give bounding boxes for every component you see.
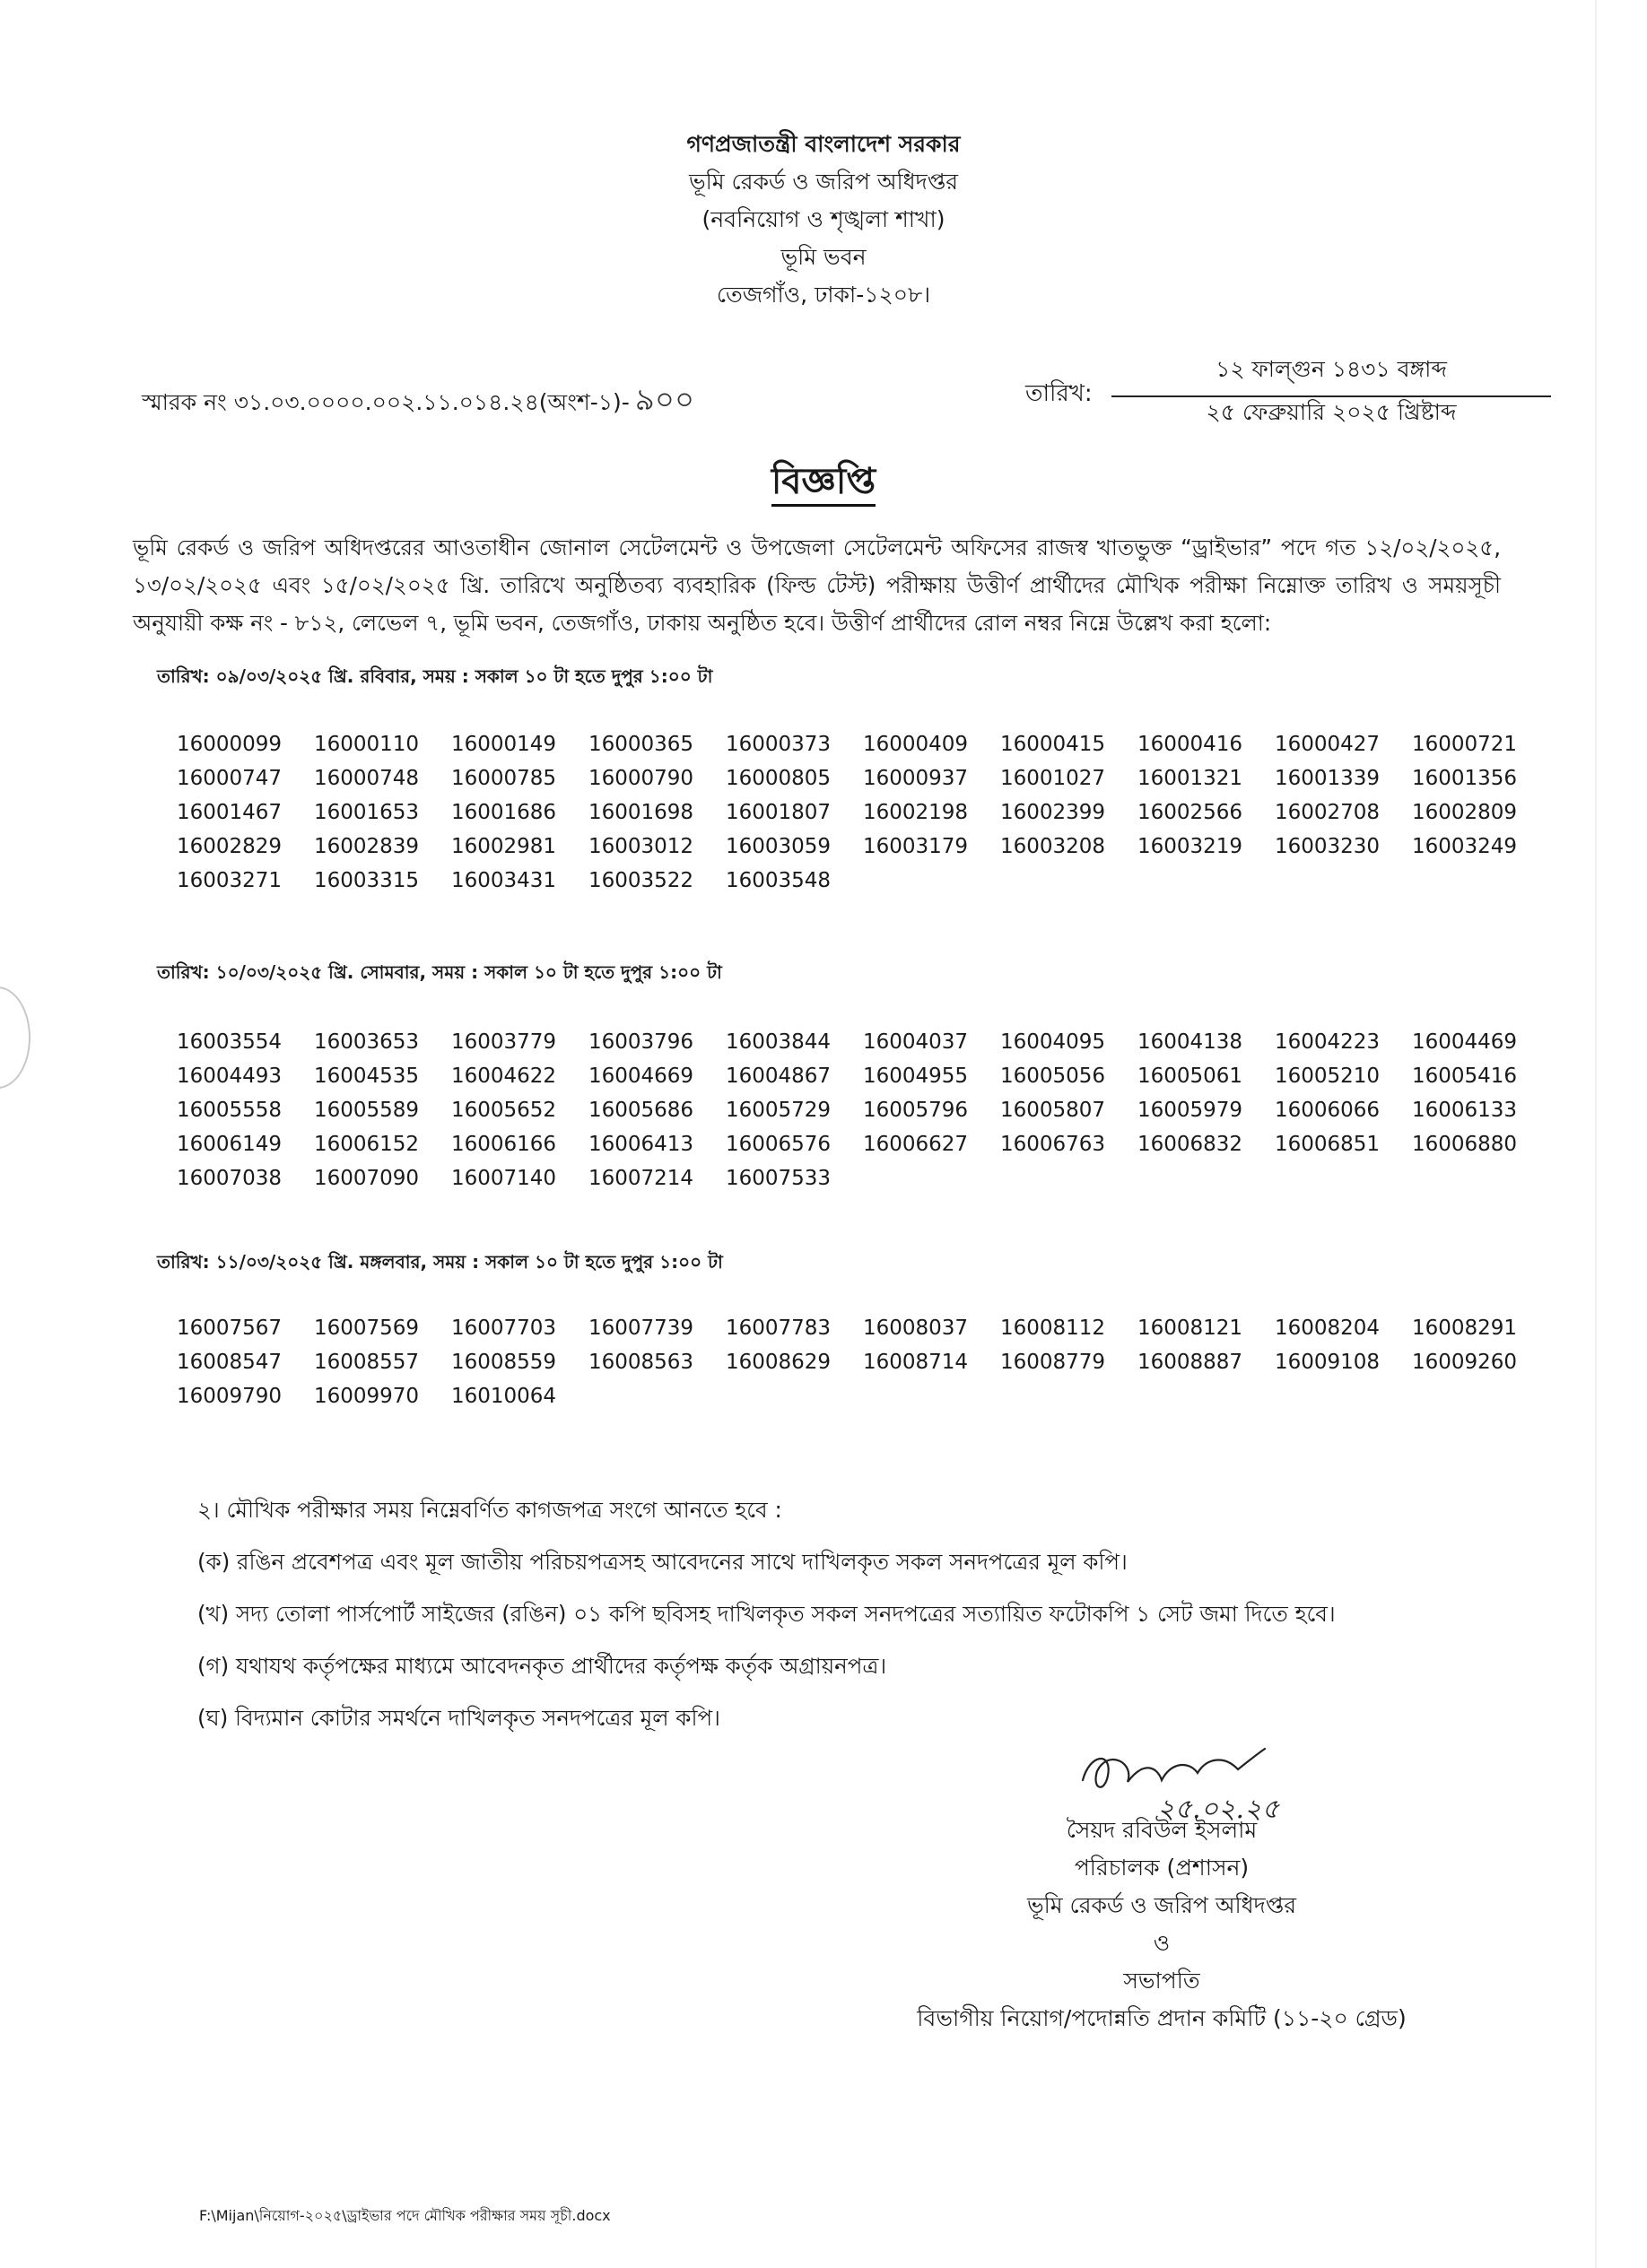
roll-number: 16000149 — [451, 733, 557, 756]
roll-number: 16009970 — [314, 1385, 420, 1408]
roll-number: 16003653 — [314, 1030, 420, 1054]
roll-number: 16004469 — [1412, 1030, 1518, 1054]
memo-text: স্মারক নং ৩১.০৩.০০০০.০০২.১১.০১৪.২৪(অংশ-১)- — [142, 389, 630, 415]
requirement-item: (ঘ) বিদ্যমান কোটার সমর্থনে দাখিলকৃত সনদপত্রের মূল কপি। — [197, 1705, 720, 1731]
roll-number: 16000748 — [314, 767, 420, 790]
requirement-item: (ক) রঙিন প্রবেশপত্র এবং মূল জাতীয় পরিচয়পত্রসহ আবেদনের সাথে দাখিলকৃত সকল সনদপত্রের মূল কপি। — [197, 1549, 1128, 1575]
roll-number: 16007783 — [726, 1316, 832, 1340]
notice-title — [0, 453, 1647, 513]
roll-number: 16002708 — [1275, 801, 1381, 824]
roll-number: 16003431 — [451, 869, 557, 892]
schedule-2-heading: তারিখ: ১০/০৩/২০২৫ খ্রি. সোমবার, সময় : সকাল ১০ টা হতে দুপুর ১:০০ টা — [157, 961, 722, 983]
roll-number: 16007703 — [451, 1316, 557, 1340]
roll-number: 16002399 — [1000, 801, 1106, 824]
roll-number: 16005979 — [1137, 1099, 1243, 1122]
roll-number: 16002198 — [863, 801, 969, 824]
roll-number: 16003208 — [1000, 835, 1106, 858]
signatory-name: সৈয়দ রবিউল ইসলাম — [1066, 1817, 1258, 1843]
requirements-section — [197, 1484, 1588, 1744]
roll-number: 16004037 — [863, 1030, 969, 1054]
roll-number: 16008563 — [588, 1351, 694, 1374]
roll-number: 16008037 — [863, 1316, 969, 1340]
roll-number: 16004955 — [863, 1064, 969, 1088]
roll-number: 16000785 — [451, 767, 557, 790]
memo-number: ৯০০ — [634, 382, 695, 418]
signatory-designation: পরিচালক (প্রশাসন) — [1074, 1855, 1250, 1881]
roll-number: 16000427 — [1275, 733, 1381, 756]
roll-number: 16005061 — [1137, 1064, 1243, 1088]
roll-number: 16008779 — [1000, 1351, 1106, 1374]
roll-number: 16003219 — [1137, 835, 1243, 858]
signatory-role: সভাপতি — [1123, 1968, 1200, 1994]
roll-number: 16009108 — [1275, 1351, 1381, 1374]
roll-number: 16008204 — [1275, 1316, 1381, 1340]
roll-number: 16005807 — [1000, 1099, 1106, 1122]
roll-number: 16008547 — [177, 1351, 283, 1374]
branch-name: (নবনিয়োগ ও শৃঙ্খলা শাখা) — [702, 206, 946, 232]
roll-number: 16000937 — [863, 767, 969, 790]
roll-number: 16001027 — [1000, 767, 1106, 790]
notice-title-text: বিজ্ঞপ্তি — [771, 461, 876, 507]
roll-number: 16008887 — [1137, 1351, 1243, 1374]
roll-number: 16000415 — [1000, 733, 1106, 756]
roll-number: 16002566 — [1137, 801, 1243, 824]
roll-number: 16008112 — [1000, 1316, 1106, 1340]
roll-number: 16003179 — [863, 835, 969, 858]
roll-number: 16003230 — [1275, 835, 1381, 858]
roll-number: 16004867 — [726, 1064, 832, 1088]
roll-number: 16006763 — [1000, 1133, 1106, 1156]
roll-number: 16006149 — [177, 1133, 283, 1156]
roll-number: 16003059 — [726, 835, 832, 858]
roll-number: 16007214 — [588, 1167, 694, 1190]
signatory-office: ভূমি রেকর্ড ও জরিপ অধিদপ্তর — [1026, 1892, 1297, 1918]
requirement-item: (গ) যথাযথ কর্তৃপক্ষের মাধ্যমে আবেদনকৃত প্রার্থীদের কর্তৃপক্ষ কর্তৃক অগ্রায়নপত্র। — [197, 1653, 887, 1679]
roll-number: 16004669 — [588, 1064, 694, 1088]
roll-number: 16004493 — [177, 1064, 283, 1088]
roll-number: 16009260 — [1412, 1351, 1518, 1374]
roll-number: 16000790 — [588, 767, 694, 790]
roll-number: 16003522 — [588, 869, 694, 892]
roll-number: 16008629 — [726, 1351, 832, 1374]
roll-number: 16004535 — [314, 1064, 420, 1088]
roll-number: 16003844 — [726, 1030, 832, 1054]
roll-number: 16007038 — [177, 1167, 283, 1190]
roll-number: 16010064 — [451, 1385, 557, 1408]
schedule-3-heading: তারিখ: ১১/০৩/২০২৫ খ্রি. মঙ্গলবার, সময় : সকাল ১০ টা হতে দুপুর ১:০০ টা — [157, 1251, 723, 1273]
roll-number: 16001321 — [1137, 767, 1243, 790]
gregorian-date: ২৫ ফেব্রুয়ারি ২০২৫ খ্রিষ্টাব্দ — [1206, 399, 1457, 425]
signature-date: ২৫.০২.২৫ — [1157, 1794, 1280, 1825]
roll-number: 16004095 — [1000, 1030, 1106, 1054]
roll-number: 16001698 — [588, 801, 694, 824]
roll-number: 16003796 — [588, 1030, 694, 1054]
roll-number: 16008559 — [451, 1351, 557, 1374]
roll-number: 16006413 — [588, 1133, 694, 1156]
roll-number: 16005686 — [588, 1099, 694, 1122]
roll-number: 16004223 — [1275, 1030, 1381, 1054]
roll-number: 16003315 — [314, 869, 420, 892]
roll-number: 16009790 — [177, 1385, 283, 1408]
roll-number: 16003271 — [177, 869, 283, 892]
roll-number: 16006576 — [726, 1133, 832, 1156]
roll-number: 16006166 — [451, 1133, 557, 1156]
roll-number: 16000099 — [177, 733, 283, 756]
roll-number: 16006133 — [1412, 1099, 1518, 1122]
bangla-date: ১২ ফাল্গুন ১৪৩১ বঙ্গাব্দ — [1111, 352, 1551, 397]
date-label: তারিখ: — [1025, 380, 1093, 407]
roll-number: 16003779 — [451, 1030, 557, 1054]
roll-number: 16008557 — [314, 1351, 420, 1374]
footer-file-path: F:\Mijan\নিয়োগ-২০২৫\ড্রাইভার পদে মৌখিক পরীক্ষার সময় সূচী.docx — [199, 2207, 611, 2224]
roll-number: 16005796 — [863, 1099, 969, 1122]
roll-number: 16000747 — [177, 767, 283, 790]
roll-number: 16003548 — [726, 869, 832, 892]
roll-number: 16000805 — [726, 767, 832, 790]
roll-number: 16001807 — [726, 801, 832, 824]
roll-number: 16006880 — [1412, 1133, 1518, 1156]
government-name: গণপ্রজাতন্ত্রী বাংলাদেশ সরকার — [686, 131, 961, 157]
roll-number: 16006152 — [314, 1133, 420, 1156]
roll-number: 16005652 — [451, 1099, 557, 1122]
roll-number: 16008714 — [863, 1351, 969, 1374]
schedule-2-roll-grid — [177, 1025, 1549, 1195]
roll-number: 16008121 — [1137, 1316, 1243, 1340]
roll-number: 16001339 — [1275, 767, 1381, 790]
signatory-committee: বিভাগীয় নিয়োগ/পদোন্নতি প্রদান কমিটি (১১-২০ গ্রেড) — [917, 2005, 1407, 2031]
roll-number: 16008291 — [1412, 1316, 1518, 1340]
roll-number: 16003249 — [1412, 835, 1518, 858]
signature-block — [861, 1812, 1462, 2038]
roll-number: 16005056 — [1000, 1064, 1106, 1088]
roll-number: 16006066 — [1275, 1099, 1381, 1122]
department-name: ভূমি রেকর্ড ও জরিপ অধিদপ্তর — [688, 169, 959, 195]
memo-reference — [142, 377, 694, 428]
roll-number: 16000416 — [1137, 733, 1243, 756]
roll-number: 16004622 — [451, 1064, 557, 1088]
roll-number: 16001356 — [1412, 767, 1518, 790]
roll-number: 16005558 — [177, 1099, 283, 1122]
requirements-intro: ২। মৌখিক পরীক্ষার সময় নিম্নেবর্ণিত কাগজপত্র সংগে আনতে হবে : — [197, 1497, 782, 1523]
requirement-item: (খ) সদ্য তোলা পার্সপোর্ট সাইজের (রঙিন) ০১ কপি ছবিসহ দাখিলকৃত সকল সনদপত্রের সত্যায়িত ফটোকপি ১ সেট জমা দিতে হবে। — [197, 1601, 1336, 1627]
office-header — [0, 126, 1647, 314]
roll-number: 16002809 — [1412, 801, 1518, 824]
roll-number: 16006627 — [863, 1133, 969, 1156]
roll-number: 16007569 — [314, 1316, 420, 1340]
roll-number: 16007567 — [177, 1316, 283, 1340]
roll-number: 16007533 — [726, 1167, 832, 1190]
roll-number: 16007739 — [588, 1316, 694, 1340]
roll-number: 16000721 — [1412, 733, 1518, 756]
roll-number: 16001467 — [177, 801, 283, 824]
roll-number: 16000110 — [314, 733, 420, 756]
roll-number: 16002839 — [314, 835, 420, 858]
roll-number: 16005729 — [726, 1099, 832, 1122]
roll-number: 16006832 — [1137, 1133, 1243, 1156]
signatory-conjunction: ও — [1153, 1930, 1171, 1956]
roll-number: 16005416 — [1412, 1064, 1518, 1088]
roll-number: 16000373 — [726, 733, 832, 756]
roll-number: 16002981 — [451, 835, 557, 858]
roll-number: 16003012 — [588, 835, 694, 858]
office-address: তেজগাঁও, ঢাকা-১২০৮। — [716, 282, 931, 308]
roll-number: 16004138 — [1137, 1030, 1243, 1054]
roll-number: 16006851 — [1275, 1133, 1381, 1156]
roll-number: 16000365 — [588, 733, 694, 756]
roll-number: 16007090 — [314, 1167, 420, 1190]
roll-number: 16001653 — [314, 801, 420, 824]
scan-edge — [1595, 0, 1597, 2268]
schedule-1-heading: তারিখ: ০৯/০৩/২০২৫ খ্রি. রবিবার, সময় : সকাল ১০ টা হতে দুপুর ১:০০ টা — [157, 665, 713, 687]
roll-number: 16001686 — [451, 801, 557, 824]
roll-number: 16000409 — [863, 733, 969, 756]
roll-number: 16002829 — [177, 835, 283, 858]
roll-number: 16005210 — [1275, 1064, 1381, 1088]
schedule-3-roll-grid — [177, 1311, 1549, 1413]
notice-intro: ভূমি রেকর্ড ও জরিপ অধিদপ্তরের আওতাধীন জোনাল সেটেলমেন্ট ও উপজেলা সেটেলমেন্ট অফিসের রাজস্ব খাতভুক্ত “ড্রাইভার” পদে গত ১২/০২/২০২৫, ১৩/০২/২০২৫ এবং ১৫/০২/২০২৫ খ্রি. তারিখে অনুষ্ঠিতব্য ব্যবহারিক (ফিল্ড টেস্ট) পরীক্ষায় উত্তীর্ণ প্রার্থীদের মৌখিক পরীক্ষা নিম্নোক্ত তারিখ ও সময়সূচী অনুযায়ী কক্ষ নং - ৮১২, লেভেল ৭, ভূমি ভবন, তেজগাঁও, ঢাকায় অনুষ্ঠিত হবে। উত্তীর্ণ প্রার্থীদের রোল নম্বর নিম্নে উল্লেখ করা হলো: — [133, 534, 1501, 636]
roll-number: 16005589 — [314, 1099, 420, 1122]
roll-number: 16003554 — [177, 1030, 283, 1054]
schedule-1-roll-grid — [177, 727, 1549, 898]
building-name: ভূমি ভবন — [780, 244, 867, 270]
roll-number: 16007140 — [451, 1167, 557, 1190]
punch-hole-mark — [0, 986, 30, 1089]
